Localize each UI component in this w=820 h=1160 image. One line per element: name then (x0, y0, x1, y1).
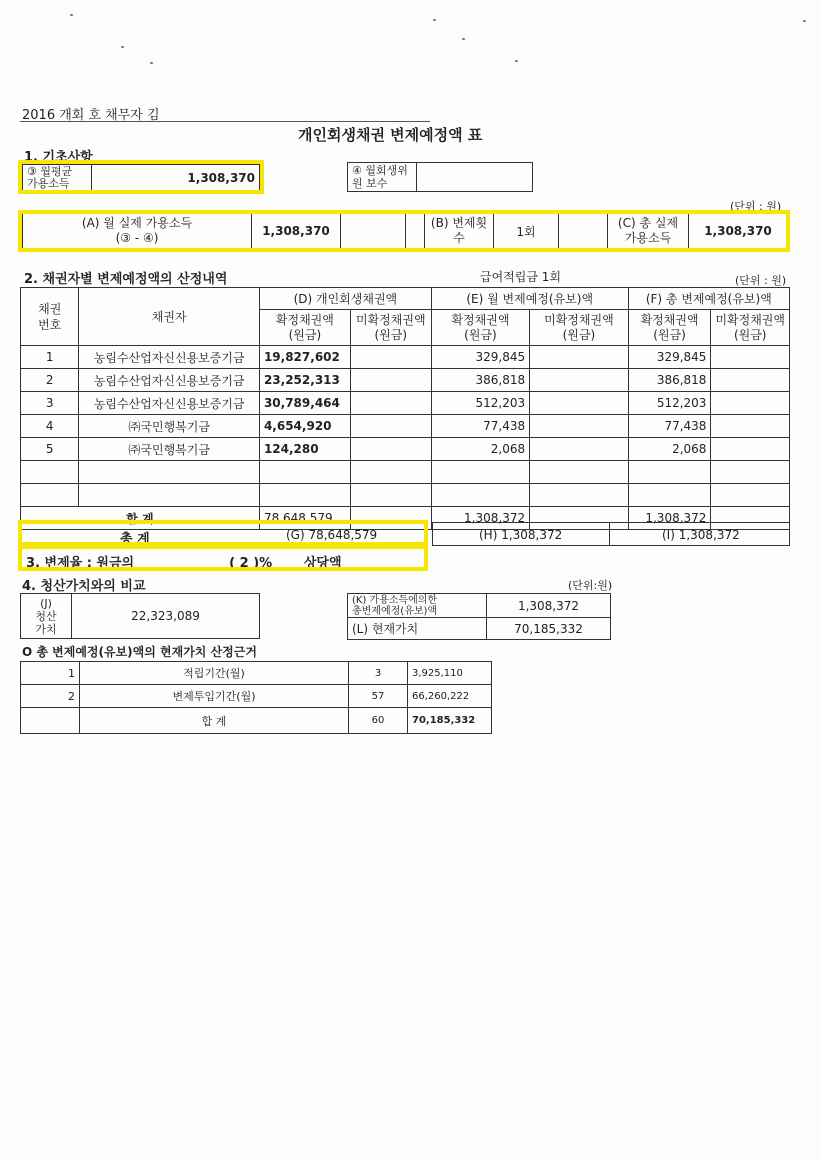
total-g: (G) 78,648,579 (286, 528, 378, 542)
table-row (21, 369, 790, 392)
table-row (21, 346, 790, 369)
pv-row-months: 57 (349, 685, 408, 708)
l-value: 70,185,332 (487, 618, 611, 640)
row-d-unconfirmed (350, 346, 431, 369)
monthly-income-label: ③ 월평균 가용소득 (23, 165, 92, 192)
sub-unconfirmed-header: 미확정채권액 (원금) (711, 310, 790, 346)
row-d-confirmed: 4,654,920 (259, 415, 350, 438)
monthly-income-table (22, 164, 260, 192)
pv-total-label: 합 계 (80, 708, 349, 734)
row-d-unconfirmed (350, 392, 431, 415)
pv-total-amount: 70,185,332 (408, 708, 492, 734)
row-no: 1 (21, 346, 79, 369)
row-d-confirmed: 19,827,602 (259, 346, 350, 369)
scan-speck (121, 46, 124, 48)
row-creditor: 농림수산업자신신용보증기금 (79, 346, 260, 369)
total-i: (I) 1,308,372 (662, 528, 740, 542)
section2-unit: (단위 : 원) (735, 274, 787, 287)
repayment-rate: 3. 변제율 : 원금의 ( 2 )% 상당액 (26, 556, 342, 571)
header-rule (20, 121, 430, 122)
pv-row-label: 적립기간(월) (80, 662, 349, 685)
row-creditor: 농림수산업자신신용보증기금 (79, 369, 260, 392)
subtotal-e: 1,308,372 (431, 507, 529, 530)
income-summary-table (22, 213, 788, 249)
a-label: (A) 월 실제 가용소득 (③ - ④) (23, 214, 252, 249)
living-cost-table (347, 162, 533, 192)
blank-cell (559, 214, 608, 249)
total-h: (H) 1,308,372 (479, 528, 563, 542)
row-f-confirmed: 2,068 (628, 438, 711, 461)
row-f-confirmed: 77,438 (628, 415, 711, 438)
monthly-income-value: 1,308,370 (92, 165, 260, 192)
subtotal-d: 78,648,579 (259, 507, 350, 530)
b-value: 1회 (494, 214, 559, 249)
subtotal-label: 합 계 (21, 507, 260, 530)
blank-cell (341, 214, 406, 249)
total-i-box (610, 522, 790, 546)
col-creditor-header: 채권자 (79, 288, 260, 346)
row-d-confirmed: 23,252,313 (259, 369, 350, 392)
section2-subnote: 급여적립금 1회 (480, 270, 562, 284)
row-e-unconfirmed (530, 346, 629, 369)
row-f-unconfirmed (711, 438, 790, 461)
row-d-unconfirmed (350, 415, 431, 438)
c-value: 1,308,370 (689, 214, 788, 249)
row-f-unconfirmed (711, 346, 790, 369)
scan-speck (462, 38, 465, 40)
row-d-unconfirmed (350, 369, 431, 392)
sub-unconfirmed-header: 미확정채권액 (원금) (350, 310, 431, 346)
sub-confirmed-header: 확정채권액 (원금) (259, 310, 350, 346)
row-f-unconfirmed (711, 392, 790, 415)
blank-cell (406, 214, 425, 249)
scan-speck (515, 60, 518, 62)
pv-total-months: 60 (349, 708, 408, 734)
table-row (21, 392, 790, 415)
row-e-confirmed: 329,845 (431, 346, 529, 369)
pv-row-amount: 3,925,110 (408, 662, 492, 685)
row-no: 4 (21, 415, 79, 438)
a-value: 1,308,370 (252, 214, 341, 249)
page-title: 개인회생채권 변제예정액 표 (298, 126, 483, 144)
section5-heading: O 총 변제예정(유보)액의 현재가치 산정근거 (22, 645, 257, 659)
pv-row-no: 1 (21, 662, 80, 685)
j-value: 22,323,089 (72, 594, 260, 639)
row-creditor: ㈜국민행복기금 (79, 438, 260, 461)
row-f-unconfirmed (711, 369, 790, 392)
c-label: (C) 총 실제 가용소득 (608, 214, 689, 249)
row-f-confirmed: 329,845 (628, 346, 711, 369)
section1-heading: 1. 기초사항 (24, 150, 93, 165)
sub-confirmed-header: 확정채권액 (원금) (431, 310, 529, 346)
row-d-confirmed: 30,789,464 (259, 392, 350, 415)
table-row (21, 438, 790, 461)
pv-row-no: 2 (21, 685, 80, 708)
scan-speck (70, 14, 73, 16)
row-e-confirmed: 512,203 (431, 392, 529, 415)
empty-row (21, 484, 790, 507)
col-e-header: (E) 월 변제예정(유보)액 (431, 288, 628, 310)
row-e-confirmed: 2,068 (431, 438, 529, 461)
sub-confirmed-header: 확정채권액 (원금) (628, 310, 711, 346)
row-f-unconfirmed (711, 415, 790, 438)
case-header: 2016 개회 호 채무자 김 (22, 108, 160, 123)
empty-row (21, 461, 790, 484)
table-row (21, 685, 492, 708)
total-label: 총 계 (120, 532, 150, 547)
scan-speck (803, 20, 806, 22)
scan-speck (433, 19, 436, 21)
creditor-table (20, 287, 790, 530)
row-e-confirmed: 77,438 (431, 415, 529, 438)
subtotal-f: 1,308,372 (628, 507, 711, 530)
row-f-confirmed: 512,203 (628, 392, 711, 415)
pv-row-label: 변제투입기간(월) (80, 685, 349, 708)
row-f-confirmed: 386,818 (628, 369, 711, 392)
present-value-table (20, 661, 492, 734)
section4-heading: 4. 청산가치와의 비교 (22, 579, 146, 594)
table-row (21, 415, 790, 438)
scan-speck (150, 62, 153, 64)
row-no: 5 (21, 438, 79, 461)
total-h-box (432, 522, 610, 546)
section4-unit: (단위:원) (568, 579, 613, 592)
living-cost-label: ④ 월회생위 원 보수 (348, 163, 417, 192)
table-row (21, 662, 492, 685)
living-cost-value (417, 163, 533, 192)
row-d-unconfirmed (350, 438, 431, 461)
row-no: 2 (21, 369, 79, 392)
row-no: 3 (21, 392, 79, 415)
col-f-header: (F) 총 변제예정(유보)액 (628, 288, 789, 310)
row-e-confirmed: 386,818 (431, 369, 529, 392)
pv-row-amount: 66,260,222 (408, 685, 492, 708)
col-d-header: (D) 개인회생채권액 (259, 288, 431, 310)
section1-unit: (단위 : 원) (730, 200, 782, 213)
liquidation-table (20, 593, 260, 639)
row-e-unconfirmed (530, 415, 629, 438)
comparison-table (347, 593, 611, 640)
k-value: 1,308,372 (487, 594, 611, 618)
row-e-unconfirmed (530, 438, 629, 461)
b-label: (B) 변제횟 수 (425, 214, 494, 249)
pv-total-row (21, 708, 492, 734)
sub-unconfirmed-header: 미확정채권액 (원금) (530, 310, 629, 346)
pv-row-months: 3 (349, 662, 408, 685)
l-label: (L) 현재가치 (348, 618, 487, 640)
k-label: (K) 가용소득에의한 총변제예정(유보)액 (348, 594, 487, 618)
section2-heading: 2. 채권자별 변제예정액의 산정내역 (24, 272, 228, 287)
j-label: (J) 청산 가치 (21, 594, 72, 639)
row-creditor: ㈜국민행복기금 (79, 415, 260, 438)
row-e-unconfirmed (530, 369, 629, 392)
col-no-header: 채권 번호 (21, 288, 79, 346)
row-d-confirmed: 124,280 (259, 438, 350, 461)
row-e-unconfirmed (530, 392, 629, 415)
row-creditor: 농림수산업자신신용보증기금 (79, 392, 260, 415)
